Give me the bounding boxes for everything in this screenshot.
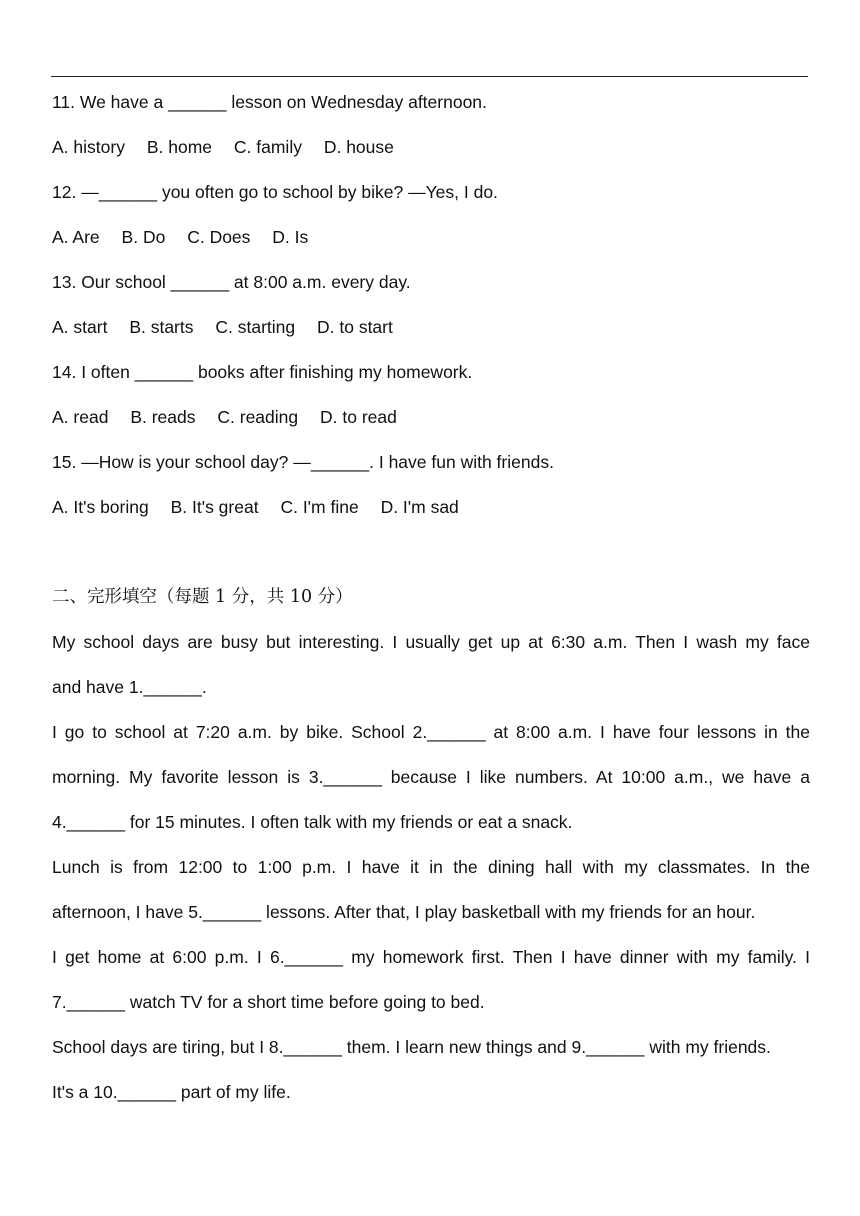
passage-line: and have 1.______. xyxy=(52,677,207,697)
section-2-title: 二、完形填空（每题 1 分，共 10 分） xyxy=(52,587,353,607)
question-12-option-b: B. Do xyxy=(121,227,166,247)
passage-line: My school days are busy but interesting. I usually get up at 6:30 a.m. Then I wash my face xyxy=(52,632,810,652)
passage-line: It's a 10.______ part of my life. xyxy=(52,1082,291,1102)
question-12-options xyxy=(52,225,308,249)
header-rule xyxy=(51,76,808,77)
question-13-option-d: D. to start xyxy=(317,317,393,337)
question-11-stem: 11. We have a ______ lesson on Wednesday afternoon. xyxy=(52,92,487,112)
question-13-stem: 13. Our school ______ at 8:00 a.m. every day. xyxy=(52,272,411,292)
question-15-option-b: B. It's great xyxy=(170,497,259,517)
question-15-option-a: A. It's boring xyxy=(52,497,149,517)
question-15-options xyxy=(52,495,459,519)
question-15-option-d: D. I'm sad xyxy=(380,497,459,517)
question-14-option-b: B. reads xyxy=(130,407,196,427)
question-14-option-d: D. to read xyxy=(320,407,397,427)
question-13-option-c: C. starting xyxy=(215,317,296,337)
question-12-stem: 12. —______ you often go to school by bike? —Yes, I do. xyxy=(52,182,498,202)
question-15-stem: 15. —How is your school day? —______. I have fun with friends. xyxy=(52,452,554,472)
question-14-option-c: C. reading xyxy=(217,407,299,427)
passage-line: morning. My favorite lesson is 3.______ because I like numbers. At 10:00 a.m., we have a xyxy=(52,767,810,787)
question-14-option-a: A. read xyxy=(52,407,109,427)
passage-line: 7.______ watch TV for a short time before going to bed. xyxy=(52,992,485,1012)
question-13-option-b: B. starts xyxy=(129,317,194,337)
question-13-option-a: A. start xyxy=(52,317,108,337)
question-13-options xyxy=(52,315,393,339)
question-12-option-d: D. Is xyxy=(272,227,309,247)
question-11-option-d: D. house xyxy=(323,137,394,157)
passage-line: Lunch is from 12:00 to 1:00 p.m. I have it in the dining hall with my classmates. In the xyxy=(52,857,810,877)
question-11-option-b: B. home xyxy=(146,137,213,157)
question-12-option-c: C. Does xyxy=(187,227,251,247)
question-11-option-a: A. history xyxy=(52,137,125,157)
passage-line: afternoon, I have 5.______ lessons. After that, I play basketball with my friends for an hour. xyxy=(52,902,756,922)
question-11-option-c: C. family xyxy=(233,137,302,157)
question-14-options xyxy=(52,405,397,429)
question-12-option-a: A. Are xyxy=(52,227,100,247)
passage-line: I get home at 6:00 p.m. I 6.______ my homework first. Then I have dinner with my family. I xyxy=(52,947,810,967)
question-14-stem: 14. I often ______ books after finishing my homework. xyxy=(52,362,473,382)
passage-line: School days are tiring, but I 8.______ them. I learn new things and 9.______ with my friends. xyxy=(52,1037,771,1057)
passage-line: 4.______ for 15 minutes. I often talk with my friends or eat a snack. xyxy=(52,812,573,832)
question-11-options xyxy=(52,135,394,159)
question-15-option-c: C. I'm fine xyxy=(280,497,359,517)
passage-line: I go to school at 7:20 a.m. by bike. School 2.______ at 8:00 a.m. I have four lessons in the xyxy=(52,722,810,742)
